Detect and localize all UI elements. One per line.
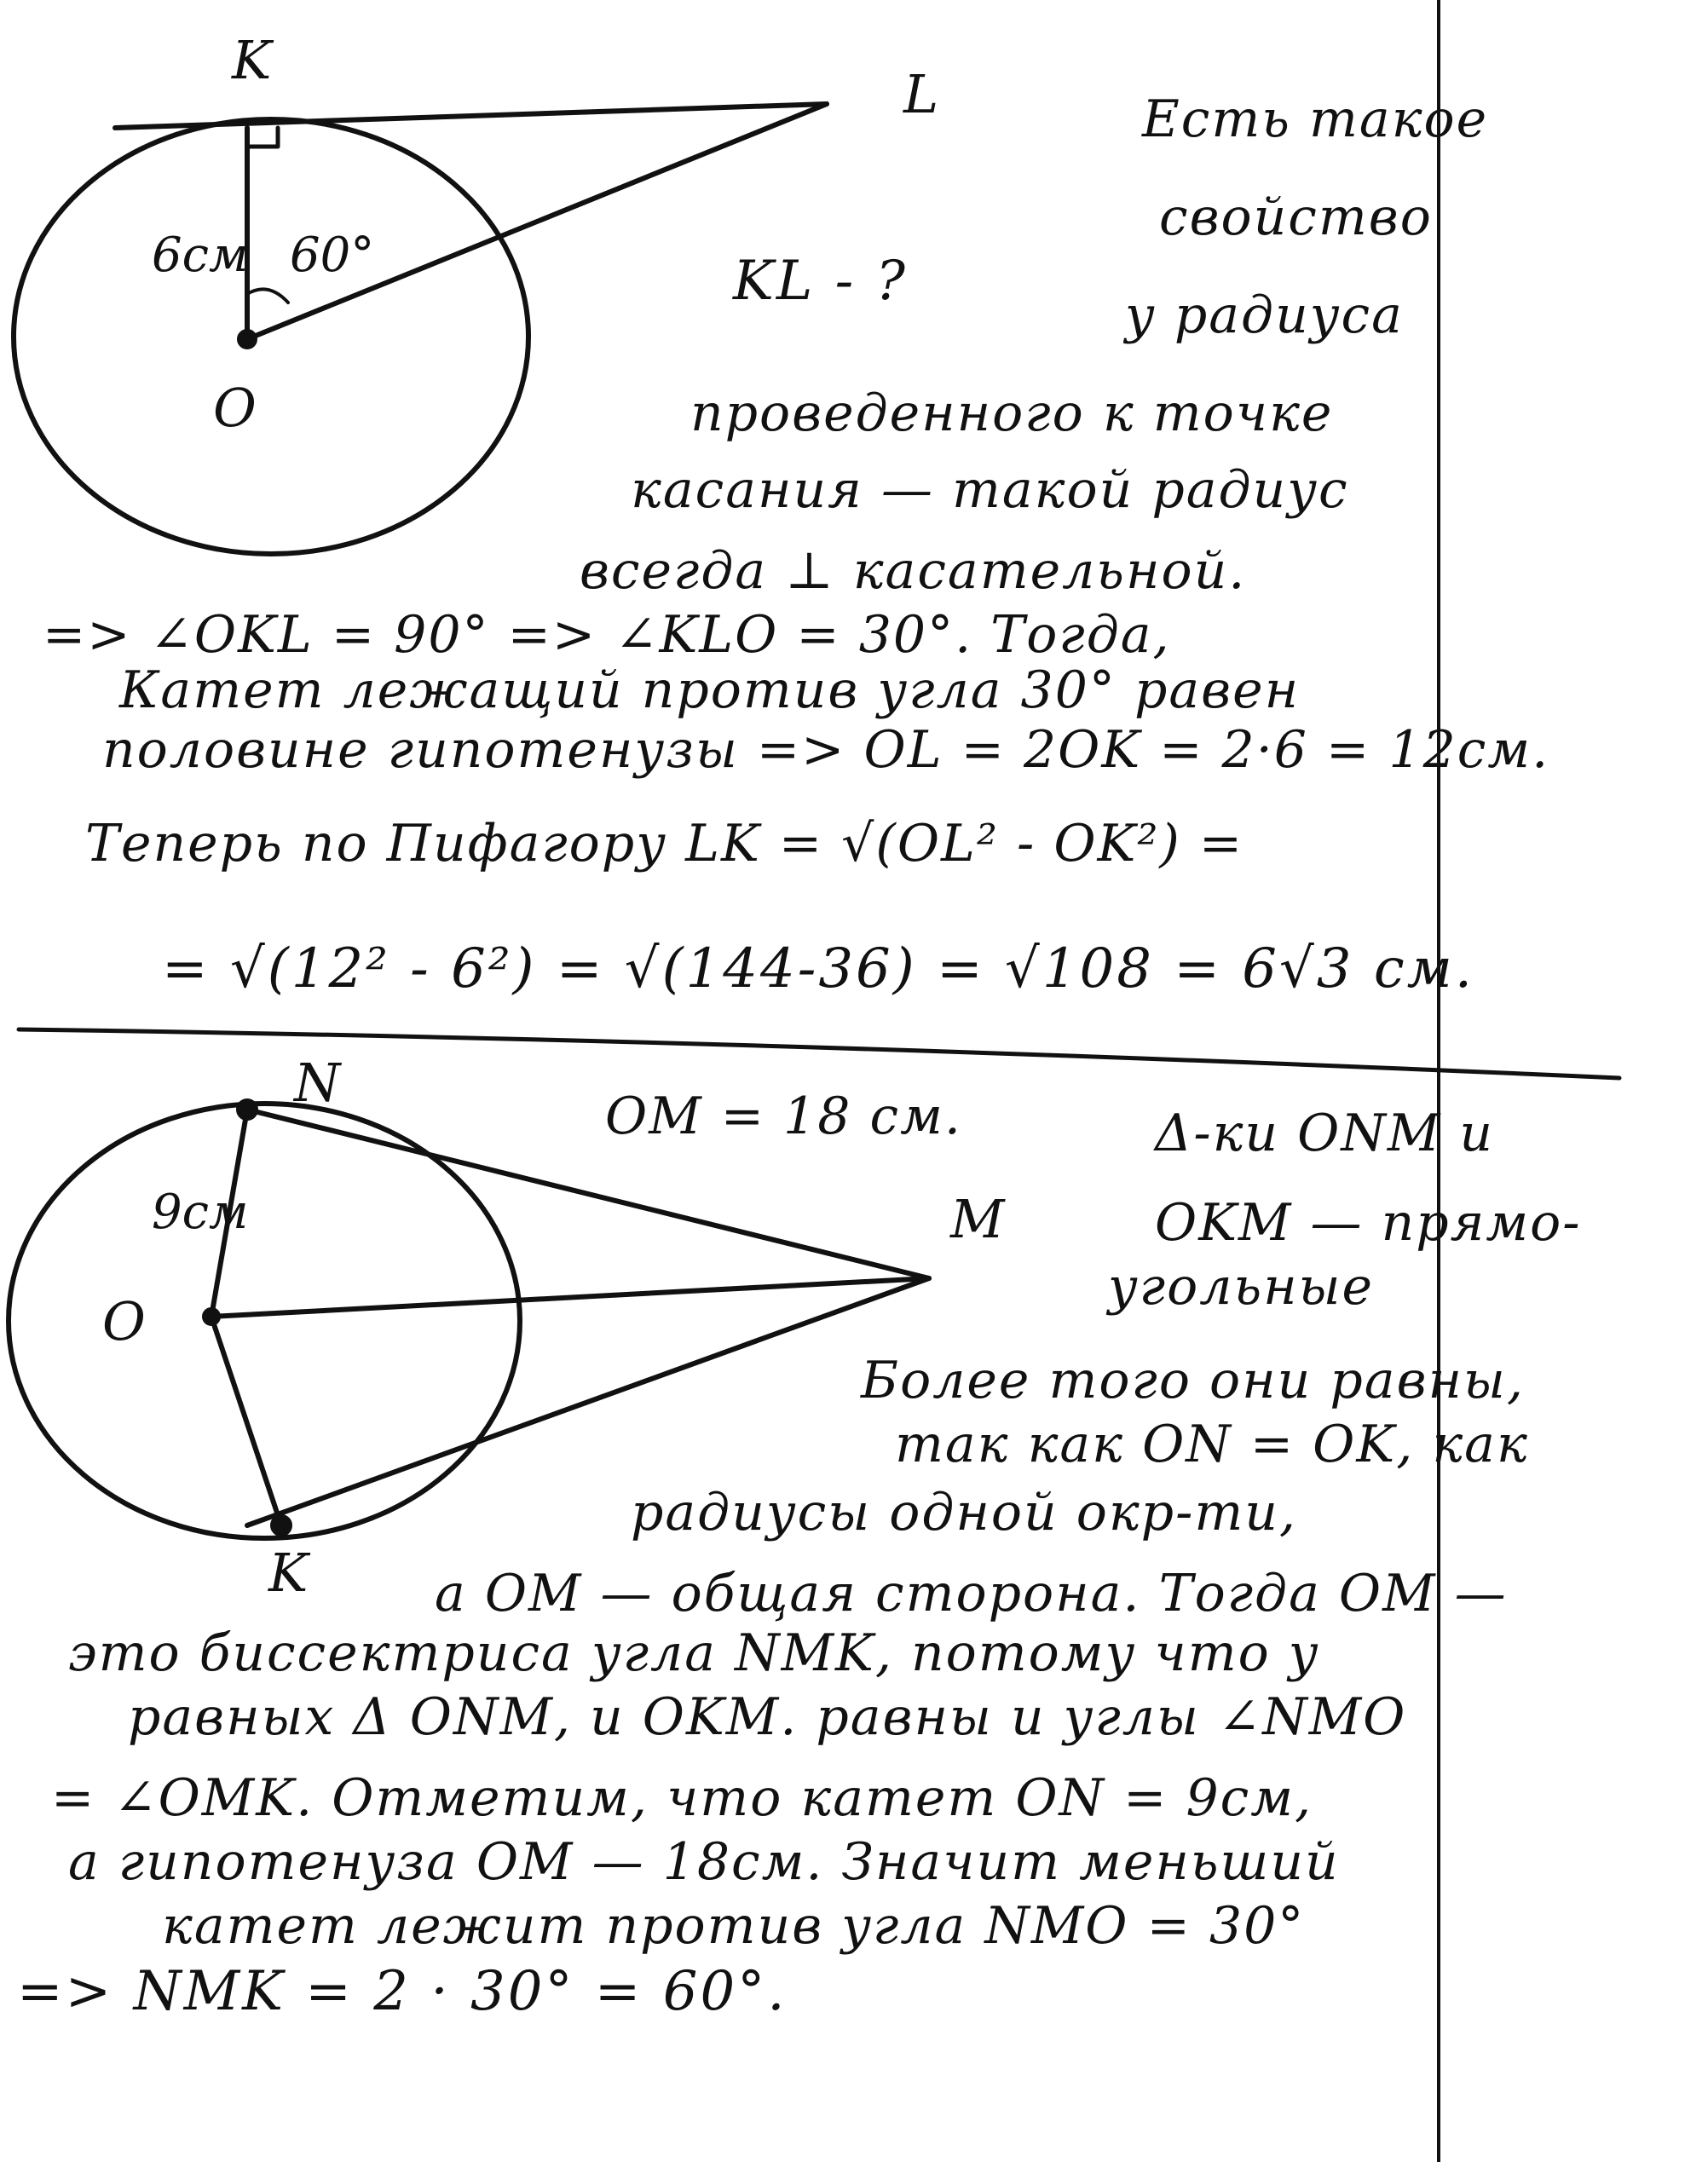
solution-2-line-4: а OM — общая сторона. Тогда OM — — [435, 1564, 1508, 1623]
point-K-2 — [273, 1517, 290, 1534]
radius-OK-2 — [211, 1317, 281, 1525]
divider-line — [19, 1029, 1619, 1078]
side-note-1-line-3: у радиуса — [1125, 285, 1404, 345]
solution-2-line-1: Более того они равны, — [861, 1351, 1525, 1410]
side-note-1-line-2: свойство — [1159, 187, 1433, 247]
side-note-1-line-1: Есть такое — [1142, 89, 1489, 149]
solution-2-line-2: так как ON = OK, как — [895, 1415, 1529, 1474]
label-O-2: O — [102, 1290, 146, 1352]
circle-1 — [14, 119, 528, 554]
side-note-2-line-2: OKM — прямо- — [1155, 1193, 1582, 1253]
solution-1-line-7: Теперь по Пифагору LK = √(OL² - OK²) = — [85, 814, 1244, 873]
right-angle-mark — [247, 128, 278, 147]
solution-1-line-5: Катет лежащий против угла 30° равен — [119, 660, 1301, 720]
solution-2-line-10: => NMK = 2 · 30° = 60°. — [17, 1960, 788, 2023]
solution-2-line-9: катет лежит против угла NMO = 30° — [162, 1896, 1306, 1956]
solution-1-line-2: касания — такой радиус — [631, 460, 1349, 520]
label-radius-9: 9см — [152, 1185, 249, 1240]
angle-arc-60 — [247, 289, 288, 303]
point-O-2 — [205, 1310, 218, 1323]
label-O: O — [213, 377, 257, 439]
solution-1-line-6: половине гипотенузы => OL = 2OK = 2·6 = 12см. — [102, 720, 1550, 780]
label-K: K — [232, 29, 272, 91]
label-K-2: K — [268, 1542, 309, 1604]
point-O-1 — [239, 332, 255, 347]
point-N — [239, 1101, 256, 1118]
solution-2-line-8: а гипотенуза OM — 18см. Значит меньший — [68, 1832, 1340, 1892]
solution-2-line-5: это биссектриса угла NMK, потому что у — [68, 1623, 1320, 1683]
solution-1-line-8: = √(12² - 6²) = √(144-36) = √108 = 6√3 см. — [162, 937, 1475, 1000]
label-angle-60: 60° — [290, 228, 375, 283]
label-L: L — [903, 63, 939, 125]
given-OM: OM = 18 см. — [605, 1087, 962, 1146]
solution-2-line-6: равных Δ ONM, и OKM. равны и углы ∠NMO — [128, 1687, 1407, 1747]
solution-2-line-3: радиусы одной окр-ти, — [631, 1483, 1297, 1542]
side-note-2-line-1: Δ-ки ONM и — [1155, 1104, 1494, 1163]
solution-1-line-3: всегда ⊥ касательной. — [580, 541, 1247, 601]
tangent-line-KL — [115, 104, 827, 128]
side-note-2-line-3: угольные — [1108, 1257, 1375, 1317]
solution-1-line-1: проведенного к точке — [690, 383, 1334, 443]
label-M: M — [950, 1188, 1005, 1250]
segment-OM — [211, 1278, 929, 1317]
solution-2-line-7: = ∠OMK. Отметим, что катет ON = 9см, — [51, 1768, 1313, 1828]
label-N: N — [294, 1052, 341, 1114]
solution-1-line-4: => ∠OKL = 90° => ∠KLO = 30°. Тогда, — [43, 605, 1171, 665]
question-KL: KL - ? — [733, 250, 908, 313]
label-radius-6: 6см — [152, 228, 249, 283]
